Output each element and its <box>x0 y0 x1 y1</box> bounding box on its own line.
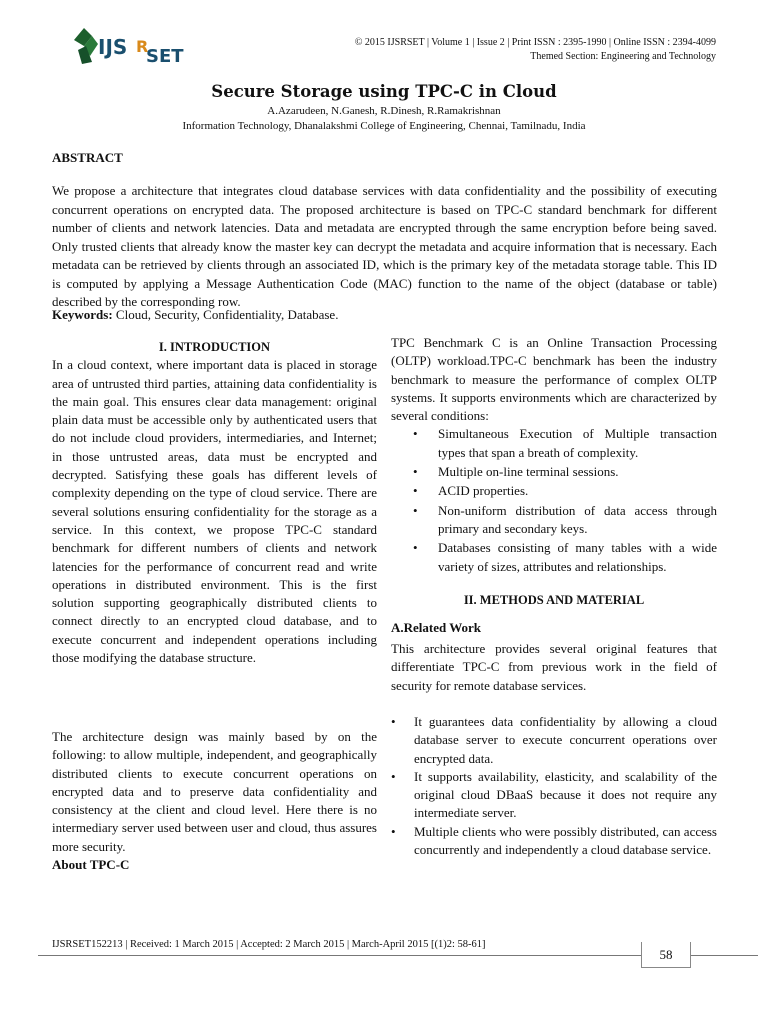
paper-title: Secure Storage using TPC-C in Cloud <box>211 82 557 101</box>
about-tpcc-heading: About TPC-C <box>52 857 130 873</box>
list-item: • Multiple clients who were possibly distributed, can access concurrently and independently a cloud database service. <box>391 823 717 860</box>
list-item: • It supports availability, elasticity, and scalability of the original cloud DBaaS because it does not require any intermediate server. <box>391 768 717 823</box>
intro-heading: I. INTRODUCTION <box>158 340 271 354</box>
related-work-heading: A.Related Work <box>391 620 482 635</box>
related-work-features <box>391 713 717 859</box>
svg-text:SET: SET <box>146 46 184 67</box>
footer-citation: IJSRSET152213 | Received: 1 March 2015 | Accepted: 2 March 2015 | March-April 2015 [(1)2: 58-61] <box>52 939 486 950</box>
list-item: • ACID properties. <box>391 482 717 500</box>
abstract-heading: ABSTRACT <box>52 150 123 165</box>
abstract-text: We propose a architecture that integrates cloud database services with data confidentiality and the possibility of executing concurrent operations on encrypted data. The proposed architecture is based on TPC-C standard benchmark for different number of clients and network latencies. Data and metadata are encrypted through the same encryption before being saved. Only trusted clients that already know the master key can decrypt the metadata and acquire information that is necessary. Each metadata can be retrieved by clients through an associated ID, which is the primary key of the metadata storage table. This ID is computed by applying a Message Authentication Code (MAC) function to the name of the object (database or table) described by the corresponding row. <box>52 183 717 309</box>
list-item: • Simultaneous Execution of Multiple transaction types that span a breath of complexity. <box>391 425 717 462</box>
list-item: • Databases consisting of many tables with a wide variety of sizes, attributes and relationships. <box>391 539 717 576</box>
left-column <box>52 338 377 667</box>
intro-paragraph-1: In a cloud context, where important data is placed in storage area of untrusted third parties, attaining data confidentiality is the main goal. This ensures clear data management: original plain data must be accessible only by authenticated users that do not include cloud providers, intermediaries, and Internet; in those untrusted areas, data must be encrypted and decrypted. Satisfying these goals has different levels of complexity depending on the type of cloud service. There are several solutions ensuring confidentiality for the storage as a service. In this context, we propose TPC-C standard benchmark for different numbers of clients and network latencies for the performance of concurrent read and write operations in distributed environment. This is the first solution supporting geographically distributed clients to connect directly to an encrypted cloud database, and to execute concurrent and independent operations including those modifying the database structure. <box>52 357 377 666</box>
logo-emblem-icon <box>74 28 98 64</box>
paper-authors: A.Azarudeen, N.Ganesh, R.Dinesh, R.Ramakrishnan <box>267 105 501 117</box>
methods-heading: II. METHODS AND MATERIAL <box>463 593 645 607</box>
list-item: • Non-uniform distribution of data access through primary and secondary keys. <box>391 502 717 539</box>
list-item: • Multiple on-line terminal sessions. <box>391 463 717 481</box>
journal-logo <box>70 22 200 68</box>
keywords-list: Cloud, Security, Confidentiality, Database. <box>112 307 339 322</box>
left-column-lower <box>52 728 377 874</box>
page-number: 58 <box>641 942 691 968</box>
tpcc-conditions-list <box>391 425 717 575</box>
keywords-label: Keywords: <box>52 307 113 322</box>
related-work-paragraph: This architecture provides several original features that differentiate TPC-C from previous work in the field of security for remote database services. <box>391 641 717 693</box>
intro-paragraph-2: The architecture design was mainly based by on the following: to allow multiple, independent, and geographically distributed clients to execute concurrent operations on encrypted data and to preserve data confidentiality and consistency at the client and cloud level. Here there is no intermediary server used between user and cloud, thus assures more security. <box>52 729 377 854</box>
journal-header-line2: Themed Section: Engineering and Technology <box>530 51 716 62</box>
features-list <box>391 713 717 859</box>
tpcc-paragraph: TPC Benchmark C is an Online Transaction Processing (OLTP) workload.TPC-C benchmark has been the industry benchmark to measure the performance of complex OLTP systems. It supports environments which are characterized by several conditions: <box>391 335 717 424</box>
svg-text:IJS: IJS <box>98 35 128 59</box>
svg-text:R: R <box>136 37 149 56</box>
list-item: • It guarantees data confidentiality by allowing a cloud database server to execute concurrent operations over encrypted data. <box>391 713 717 768</box>
right-column <box>391 334 717 577</box>
journal-header-line1: © 2015 IJSRSET | Volume 1 | Issue 2 | Print ISSN : 2395-1990 | Online ISSN : 2394-4099 <box>354 37 716 48</box>
paper-affiliation: Information Technology, Dhanalakshmi College of Engineering, Chennai, Tamilnadu, India <box>182 120 586 132</box>
keywords <box>52 307 338 323</box>
